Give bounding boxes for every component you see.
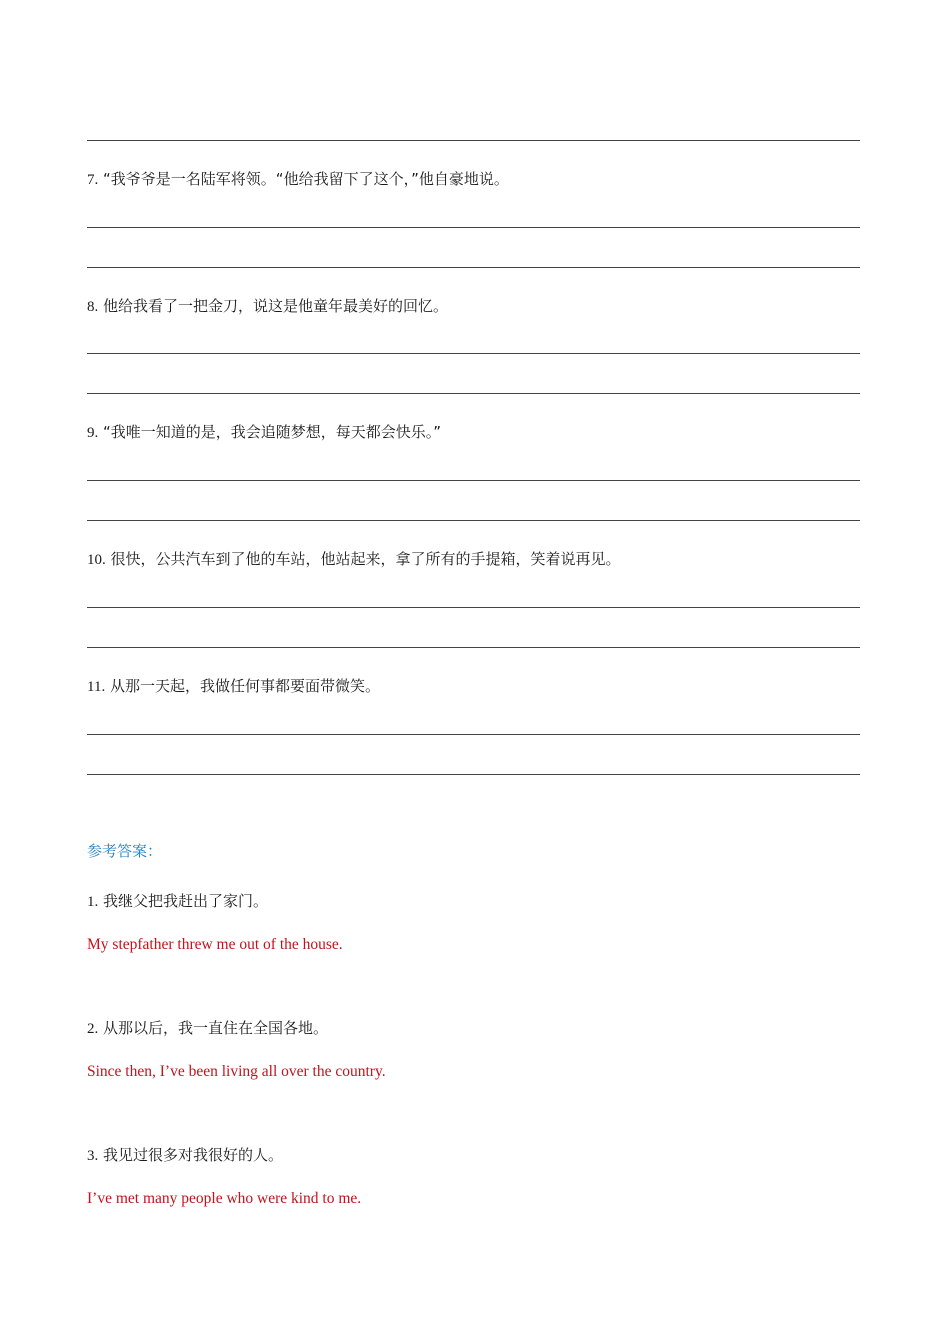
answer-3-translation: I’ve met many people who were kind to me. xyxy=(87,1190,362,1207)
answer-blank-line xyxy=(87,734,860,735)
question-number: 8. xyxy=(87,299,99,315)
answer-source-text: 我继父把我赶出了家门。 xyxy=(103,892,269,910)
question-7 xyxy=(87,169,867,190)
question-text: 很快，公共汽车到了他的车站，他站起来，拿了所有的手提箱，笑着说再见。 xyxy=(110,550,621,568)
answer-2-source xyxy=(87,1018,867,1039)
question-text: “我爷爷是一名陆军将领。“他给我留下了这个，”他自豪地说。 xyxy=(103,170,509,188)
question-number: 10. xyxy=(87,552,106,568)
answer-number: 3. xyxy=(87,1148,99,1164)
answer-blank-line xyxy=(87,227,860,228)
question-text: 他给我看了一把金刀，说这是他童年最美好的回忆。 xyxy=(103,297,449,315)
question-text: 从那一天起，我做任何事都要面带微笑。 xyxy=(109,677,380,695)
answers-heading: 参考答案： xyxy=(87,842,163,860)
answer-blank-line xyxy=(87,647,860,648)
answer-source-text: 从那以后，我一直住在全国各地。 xyxy=(103,1019,329,1037)
question-number: 7. xyxy=(87,172,99,188)
answer-2-translation: Since then, I’ve been living all over the country. xyxy=(87,1063,386,1080)
answer-1-translation: My stepfather threw me out of the house. xyxy=(87,936,343,953)
question-9 xyxy=(87,422,867,443)
answer-blank-line xyxy=(87,140,860,141)
question-8 xyxy=(87,296,867,317)
question-10 xyxy=(87,549,867,570)
question-number: 11. xyxy=(87,679,106,695)
answer-blank-line xyxy=(87,393,860,394)
question-number: 9. xyxy=(87,425,99,441)
answer-blank-line xyxy=(87,774,860,775)
answer-blank-line xyxy=(87,607,860,608)
answer-3-source xyxy=(87,1145,867,1166)
answer-blank-line xyxy=(87,520,860,521)
answer-blank-line xyxy=(87,353,860,354)
answer-source-text: 我见过很多对我很好的人。 xyxy=(103,1146,284,1164)
answer-number: 1. xyxy=(87,894,99,910)
answer-blank-line xyxy=(87,267,860,268)
answer-1-source xyxy=(87,891,867,912)
answer-blank-line xyxy=(87,480,860,481)
question-text: “我唯一知道的是，我会追随梦想，每天都会快乐。” xyxy=(103,423,442,441)
answer-number: 2. xyxy=(87,1021,99,1037)
question-11 xyxy=(87,676,867,697)
